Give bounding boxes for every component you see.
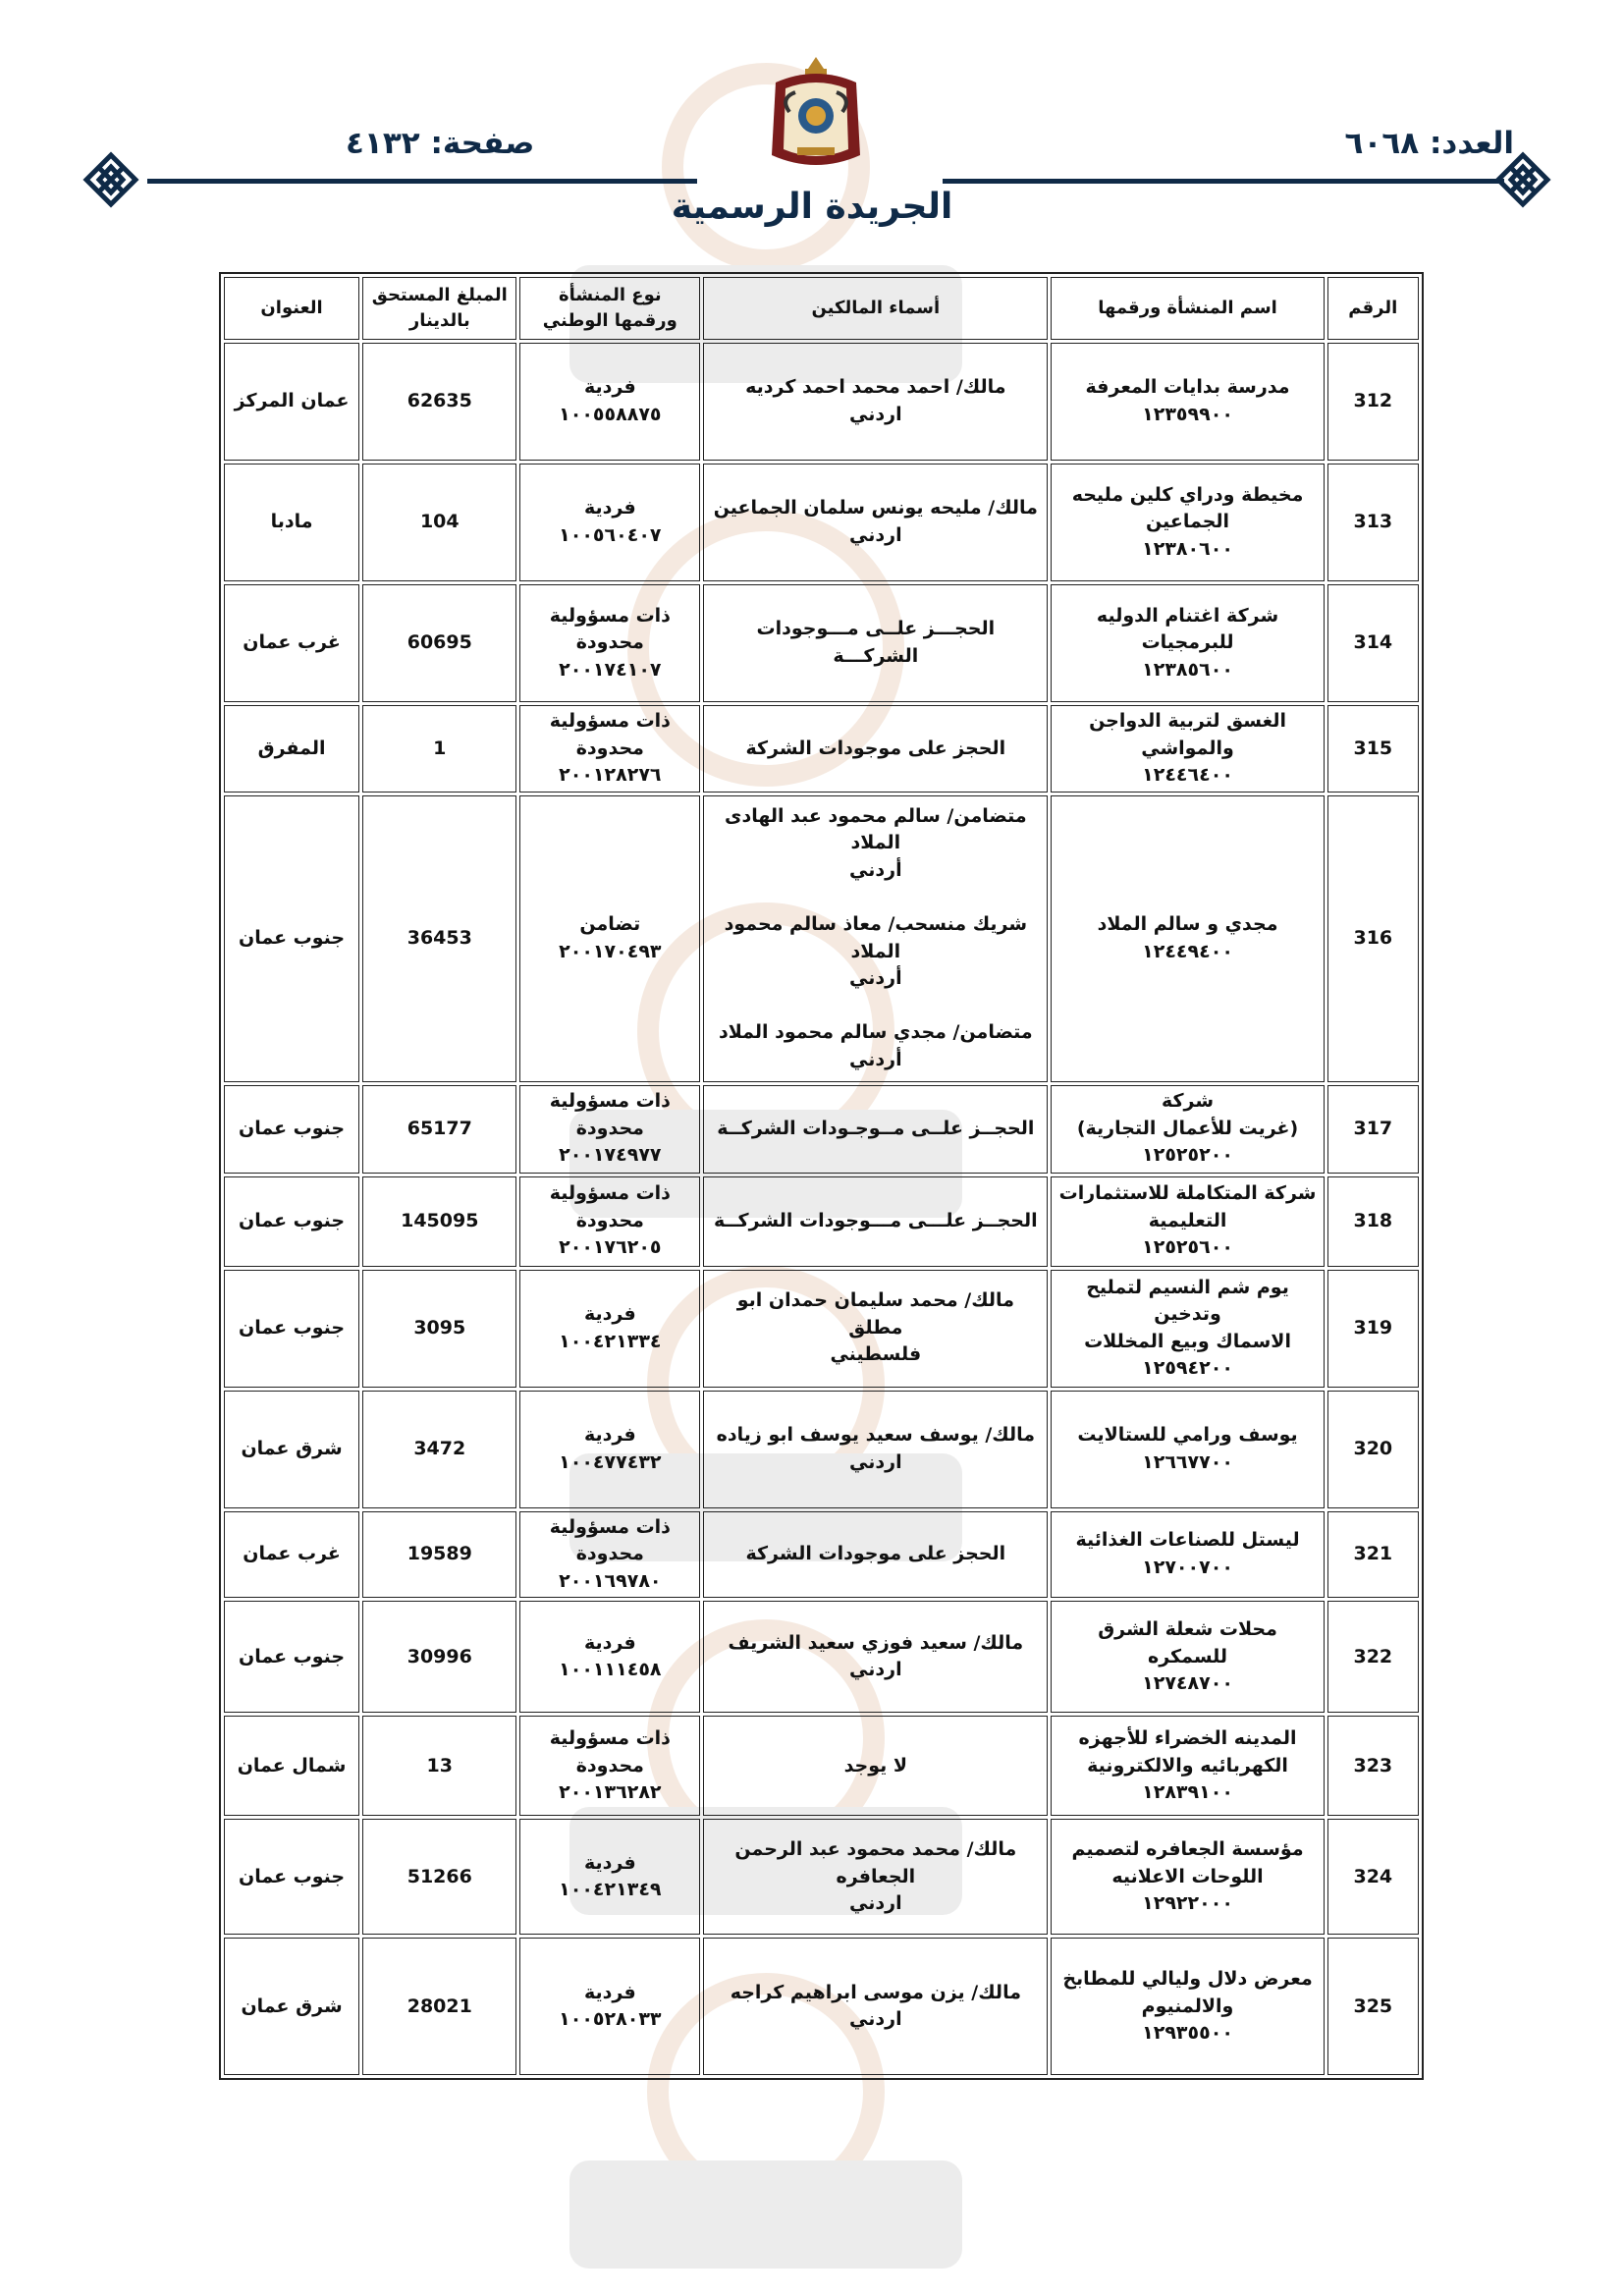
owner-names: مالك/ محمد سليمان حمدان ابو مطلق فلسطيني <box>703 1270 1048 1388</box>
table-row <box>224 705 1419 793</box>
amount-due: 60695 <box>362 584 516 702</box>
row-number: 314 <box>1327 584 1419 702</box>
issue-number: العدد: ٦٠٦٨ <box>1344 126 1514 161</box>
row-number: 317 <box>1327 1085 1419 1174</box>
amount-due: 51266 <box>362 1819 516 1935</box>
address: شمال عمان <box>224 1716 359 1816</box>
table-row <box>224 1176 1419 1267</box>
amount-due: 19589 <box>362 1511 516 1599</box>
owner-names: مالك/ يزن موسى ابراهيم كراجه اردني <box>703 1938 1048 2075</box>
row-number: 316 <box>1327 795 1419 1082</box>
row-number: 319 <box>1327 1270 1419 1388</box>
header-rule-right <box>943 179 1504 184</box>
amount-due: 28021 <box>362 1938 516 2075</box>
address: جنوب عمان <box>224 1270 359 1388</box>
establishment-type: فردية ١٠٠٥٢٨٠٣٣ <box>519 1938 700 2075</box>
row-number: 324 <box>1327 1819 1419 1935</box>
establishment-name: مدرسة بدايات المعرفة ١٢٣٥٩٩٠٠ <box>1051 343 1324 461</box>
establishment-name: مجدي و سالم الملاد ١٢٤٤٩٤٠٠ <box>1051 795 1324 1082</box>
owner-names: مالك/ سعيد فوزي سعيد الشريف اردني <box>703 1601 1048 1713</box>
owner-names: مالك/ احمد محمد احمد كرديه اردني <box>703 343 1048 461</box>
establishment-type: ذات مسؤولية محدودة ٢٠٠١٢٨٢٧٦ <box>519 705 700 793</box>
table-row <box>224 1938 1419 2075</box>
address: جنوب عمان <box>224 1085 359 1174</box>
establishment-name: شركة اغتنام الدوليه للبرمجيات ١٢٣٨٥٦٠٠ <box>1051 584 1324 702</box>
establishment-name: المدينه الخضراء للأجهزه الكهربائيه والالكترونية ١٢٨٣٩١٠٠ <box>1051 1716 1324 1816</box>
address: المفرق <box>224 705 359 793</box>
registry-table <box>219 272 1424 2080</box>
page-header <box>0 0 1624 255</box>
header-amount: المبلغ المستحق بالدينار <box>362 277 516 340</box>
header-rule-left <box>147 179 697 184</box>
address: جنوب عمان <box>224 1601 359 1713</box>
address: جنوب عمان <box>224 1819 359 1935</box>
establishment-name: شركة المتكاملة للاستثمارات التعليمية ١٢٥٢٥٦٠٠ <box>1051 1176 1324 1267</box>
owner-names: الحجــز علـــى مـــوجودات الشركــة <box>703 1176 1048 1267</box>
gazette-title: الجريدة الرسمية <box>671 187 953 227</box>
table-row <box>224 1716 1419 1816</box>
establishment-type: ذات مسؤولية محدودة ٢٠٠١٧٤١٠٧ <box>519 584 700 702</box>
table-row <box>224 1391 1419 1508</box>
table-row <box>224 795 1419 1082</box>
address: جنوب عمان <box>224 795 359 1082</box>
amount-due: 65177 <box>362 1085 516 1174</box>
establishment-name: مخيطة ودراي كلين مليحه الجماعين ١٢٣٨٠٦٠٠ <box>1051 464 1324 581</box>
amount-due: 1 <box>362 705 516 793</box>
table-row <box>224 343 1419 461</box>
establishment-type: تضامن ٢٠٠١٧٠٤٩٣ <box>519 795 700 1082</box>
address: شرق عمان <box>224 1938 359 2075</box>
amount-due: 62635 <box>362 343 516 461</box>
establishment-type: ذات مسؤولية محدودة ٢٠٠١٣٦٢٨٢ <box>519 1716 700 1816</box>
amount-due: 104 <box>362 464 516 581</box>
establishment-type: فردية ١٠٠٤٧٧٤٣٢ <box>519 1391 700 1508</box>
owner-names: مالك/ يوسف سعيد يوسف ابو زياده اردني <box>703 1391 1048 1508</box>
establishment-type: فردية ١٠٠٤٢١٣٤٩ <box>519 1819 700 1935</box>
table-row <box>224 1085 1419 1174</box>
owner-names: مالك/ محمد محمود عبد الرحمن الجعافره اردني <box>703 1819 1048 1935</box>
row-number: 312 <box>1327 343 1419 461</box>
row-number: 321 <box>1327 1511 1419 1599</box>
owner-names: الحجز على موجودات الشركة <box>703 1511 1048 1599</box>
establishment-type: ذات مسؤولية محدودة ٢٠٠١٦٩٧٨٠ <box>519 1511 700 1599</box>
amount-due: 145095 <box>362 1176 516 1267</box>
header-owners: أسماء المالكين <box>703 277 1048 340</box>
amount-due: 30996 <box>362 1601 516 1713</box>
owner-names: مالك/ مليحه يونس سلمان الجماعين اردني <box>703 464 1048 581</box>
row-number: 325 <box>1327 1938 1419 2075</box>
establishment-type: ذات مسؤولية محدودة ٢٠٠١٧٤٩٧٧ <box>519 1085 700 1174</box>
table-row <box>224 464 1419 581</box>
row-number: 313 <box>1327 464 1419 581</box>
row-number: 323 <box>1327 1716 1419 1816</box>
amount-due: 3472 <box>362 1391 516 1508</box>
owner-names: الحجـــز علــى مـــوجودات الشركـــة <box>703 584 1048 702</box>
establishment-name: شركة (غريت للأعمال التجارية) ١٢٥٢٥٢٠٠ <box>1051 1085 1324 1174</box>
address: غرب عمان <box>224 1511 359 1599</box>
establishment-type: فردية ١٠٠١١١٤٥٨ <box>519 1601 700 1713</box>
establishment-name: يوم شم النسيم لتمليح وتدخين الاسماك وبيع المخللات ١٢٥٩٤٢٠٠ <box>1051 1270 1324 1388</box>
page-number: صفحة: ٤١٣٢ <box>346 126 535 161</box>
address: عمان المركز <box>224 343 359 461</box>
header-establishment: اسم المنشأة ورقمها <box>1051 277 1324 340</box>
establishment-type: ذات مسؤولية محدودة ٢٠٠١٧٦٢٠٥ <box>519 1176 700 1267</box>
table-row <box>224 1819 1419 1935</box>
table-row <box>224 584 1419 702</box>
owner-names: متضامن/ سالم محمود عبد الهادى الملاد أردني شريك منسحب/ معاذ سالم محمود الملاد أردني متضامن/ مجدي سالم محمود الملاد أردني <box>703 795 1048 1082</box>
table-row <box>224 1601 1419 1713</box>
establishment-name: معرض دلال وليالي للمطابخ والالمنيوم ١٢٩٣٥٥٠٠ <box>1051 1938 1324 2075</box>
establishment-name: مؤسسة الجعافره لتصميم اللوحات الاعلانيه ١٢٩٢٢٠٠٠ <box>1051 1819 1324 1935</box>
table-header-row <box>224 277 1419 340</box>
amount-due: 3095 <box>362 1270 516 1388</box>
establishment-name: الغسق لتربية الدواجن والمواشي ١٢٤٤٦٤٠٠ <box>1051 705 1324 793</box>
owner-names: الحجــز علــى مــوجـودات الشركــة <box>703 1085 1048 1174</box>
row-number: 315 <box>1327 705 1419 793</box>
address: شرق عمان <box>224 1391 359 1508</box>
header-address: العنوان <box>224 277 359 340</box>
owner-names: لا يوجد <box>703 1716 1048 1816</box>
header-type: نوع المنشأة ورقمها الوطني <box>519 277 700 340</box>
coat-of-arms-icon <box>764 53 868 173</box>
row-number: 320 <box>1327 1391 1419 1508</box>
establishment-type: فردية ١٠٠٤٢١٣٣٤ <box>519 1270 700 1388</box>
establishment-name: ليستل للصناعات الغذائية ١٢٧٠٠٧٠٠ <box>1051 1511 1324 1599</box>
table-row <box>224 1270 1419 1388</box>
address: مادبا <box>224 464 359 581</box>
address: غرب عمان <box>224 584 359 702</box>
row-number: 318 <box>1327 1176 1419 1267</box>
establishment-name: يوسف ورامي للستالايت ١٢٦٦٧٧٠٠ <box>1051 1391 1324 1508</box>
establishment-name: محلات شعلة الشرق للسمكره ١٢٧٤٨٧٠٠ <box>1051 1601 1324 1713</box>
establishment-type: فردية ١٠٠٥٦٠٤٠٧ <box>519 464 700 581</box>
establishment-type: فردية ١٠٠٥٥٨٨٧٥ <box>519 343 700 461</box>
owner-names: الحجز على موجودات الشركة <box>703 705 1048 793</box>
header-number: الرقم <box>1327 277 1419 340</box>
address: جنوب عمان <box>224 1176 359 1267</box>
amount-due: 13 <box>362 1716 516 1816</box>
row-number: 322 <box>1327 1601 1419 1713</box>
amount-due: 36453 <box>362 795 516 1082</box>
table-row <box>224 1511 1419 1599</box>
